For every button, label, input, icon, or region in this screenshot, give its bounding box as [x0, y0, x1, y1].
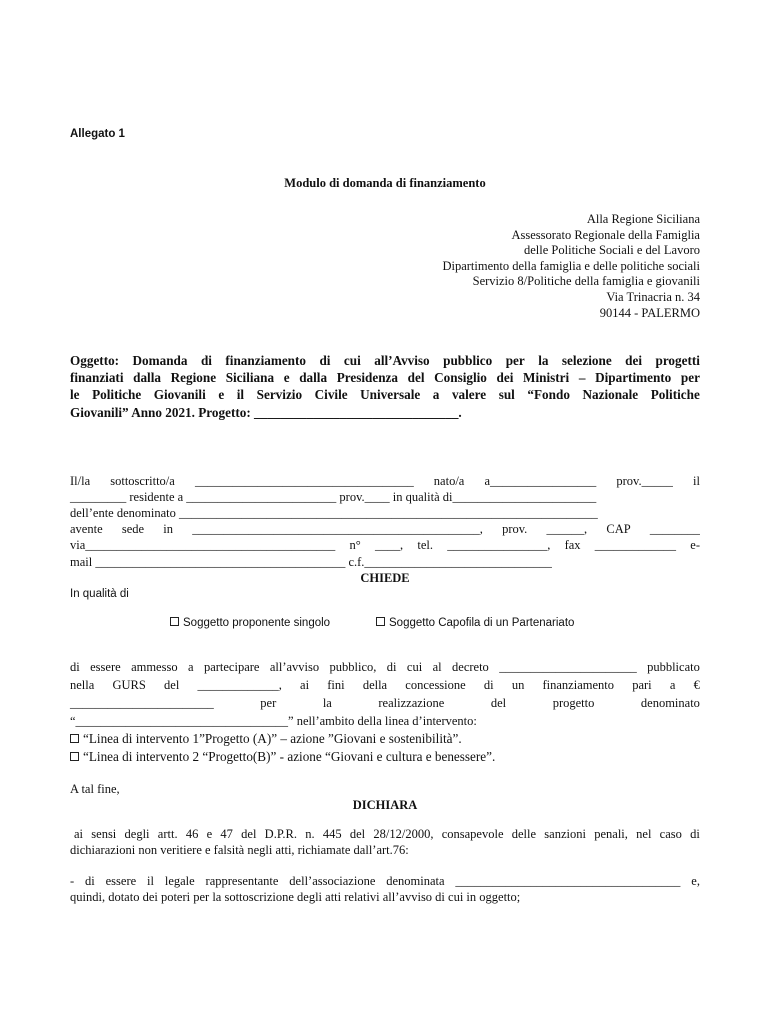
word: D.P.R. [264, 827, 297, 841]
word: del [407, 370, 425, 386]
address-line: Assessorato Regionale della Famiglia [511, 227, 700, 242]
word: n° [349, 538, 361, 552]
word: di [85, 874, 95, 888]
subject-line: Giovanili” Anno 2021. Progetto: _______________________________. [70, 404, 462, 420]
word: di [483, 678, 494, 692]
word: progetto [552, 696, 595, 710]
attachment-label: Allegato 1 [70, 128, 125, 140]
word: a [669, 678, 676, 692]
word: a [187, 660, 194, 674]
word: Civile [314, 387, 348, 403]
word: prov._____ [616, 474, 673, 488]
option-linea-2[interactable] [70, 749, 700, 765]
word: cui [406, 660, 423, 674]
applicant-row: mail ________________________________________ c.f.______________________________ [70, 555, 552, 569]
word: sul [498, 387, 515, 403]
word: la [322, 696, 332, 710]
applicant-row: dell’ente denominato ___________________________________________________________________ [70, 506, 598, 520]
word: al [432, 660, 442, 674]
word: sanzioni [544, 827, 586, 841]
word: finanziati [70, 370, 124, 386]
a-tal-fine: A tal fine, [70, 782, 120, 796]
word: “Fondo [527, 387, 570, 403]
word: ___________________________________ [194, 474, 414, 488]
word: pubblicato [647, 660, 700, 674]
word: via________________________________________ [70, 538, 336, 552]
word: ______________________________________________, [192, 522, 483, 536]
word: ______________________ [499, 660, 637, 674]
word: Siciliana [225, 370, 275, 386]
word: CAP [606, 522, 631, 536]
word: denominato [640, 696, 700, 710]
word: _____________, [197, 678, 282, 692]
word: Politiche [92, 387, 142, 403]
word: di [386, 660, 397, 674]
word: consapevole [441, 827, 504, 841]
word: e [283, 370, 290, 386]
word: GURS [112, 678, 146, 692]
word: Giovanili [153, 387, 206, 403]
word: rappresentante [205, 874, 279, 888]
declaration-row [70, 827, 700, 842]
word: pubblico, [329, 660, 377, 674]
word: a_________________ [484, 474, 597, 488]
word: a [432, 387, 440, 403]
word: e [206, 827, 213, 841]
applicant-row [70, 474, 700, 489]
address-line: Dipartimento della famiglia e delle politiche sociali [442, 258, 700, 273]
word: Regione [170, 370, 217, 386]
word: Dipartimento [595, 370, 672, 386]
word: dei [496, 370, 514, 386]
word: del [164, 678, 180, 692]
word: le [70, 387, 80, 403]
word: ____, [375, 538, 404, 552]
word: il [236, 387, 245, 403]
word: dei [625, 353, 643, 368]
word: per [260, 696, 277, 710]
word: progetti [655, 353, 700, 368]
option-label: Soggetto proponente singolo [183, 617, 331, 629]
word: sensi [91, 827, 117, 841]
word: e- [690, 538, 700, 552]
address-line: Servizio 8/Politiche della famiglia e giovanili [472, 274, 700, 289]
address-line: Alla Regione Siciliana [586, 212, 700, 226]
request-row [70, 678, 700, 693]
subject-block [70, 352, 700, 421]
word: _____________ [594, 538, 677, 552]
checkbox-icon[interactable] [70, 734, 79, 743]
word: del [490, 696, 507, 710]
word: avente [70, 522, 103, 536]
word: selezione [561, 353, 612, 368]
word: sede [121, 522, 145, 536]
word: per [680, 370, 700, 386]
word: degli [124, 827, 150, 841]
chiede-heading: CHIEDE [360, 571, 410, 585]
word: Politiche [650, 387, 700, 403]
option-label: “Linea di intervento 2 “Progetto(B)” - azione “Giovani e cultura e benessere”. [83, 749, 496, 764]
checkbox-icon[interactable] [70, 752, 79, 761]
word: Presidenza [336, 370, 398, 386]
word: cui [343, 353, 361, 368]
word: di [319, 353, 331, 368]
word: 47 [220, 827, 233, 841]
request-row [70, 660, 700, 675]
word: pubblico [443, 353, 493, 368]
word: della [362, 678, 388, 692]
word: del [241, 827, 257, 841]
word: Il/la [70, 474, 91, 488]
applicant-row: _________ residente a ________________________ prov.____ in qualità di_______________________ [70, 490, 597, 504]
word: decreto [452, 660, 489, 674]
applicant-row [70, 538, 700, 553]
word: ________________, [447, 538, 551, 552]
word: ammesso [131, 660, 178, 674]
subject-line [70, 369, 700, 386]
word: essere [105, 874, 137, 888]
word: Domanda [132, 353, 188, 368]
word: Nazionale [582, 387, 639, 403]
word: in [163, 522, 174, 536]
word: penali, [594, 827, 628, 841]
word: Consiglio [434, 370, 487, 386]
dichiara-heading: DICHIARA [352, 798, 418, 812]
word: finanziamento [542, 678, 614, 692]
word: caso [659, 827, 682, 841]
word: € [693, 678, 700, 692]
word: pari [632, 678, 652, 692]
word: 445 [322, 827, 342, 841]
address-line: delle Politiche Sociali e del Lavoro [524, 243, 700, 258]
word: finanziamento [225, 353, 306, 368]
word: sottoscritto/a [110, 474, 175, 488]
word: fini [327, 678, 345, 692]
word: denominata [386, 874, 445, 888]
checkbox-icon[interactable] [376, 617, 385, 626]
option-linea-1[interactable] [70, 731, 700, 747]
word: dell’associazione [289, 874, 376, 888]
word: valere [451, 387, 487, 403]
declaration-row: dichiarazioni non veritiere e falsità negli atti, richiamate dall’art.76: [70, 843, 409, 857]
word: nato/a [433, 474, 465, 488]
request-row [70, 696, 700, 711]
word: legale [164, 874, 195, 888]
word: - [70, 874, 75, 888]
word: Ministri [523, 370, 570, 386]
word: all’Avviso [374, 353, 430, 368]
word: il [692, 474, 700, 488]
applicant-row [70, 522, 700, 537]
legal-rep-row [70, 874, 700, 889]
word: dalla [133, 370, 161, 386]
word: fax [564, 538, 581, 552]
word: ai [300, 678, 310, 692]
in-qualita-label: In qualità di [70, 588, 129, 600]
word: dalla [299, 370, 328, 386]
word: di [200, 353, 212, 368]
word: per [505, 353, 525, 368]
word: e, [691, 874, 700, 888]
word: 46 [185, 827, 199, 841]
subject-line [70, 352, 700, 369]
word: _______________________ [70, 696, 214, 710]
word: ____________________________________ [455, 874, 681, 888]
address-line: Via Trinacria n. 34 [606, 289, 700, 304]
form-title: Modulo di domanda di finanziamento [284, 176, 486, 190]
word: nel [636, 827, 652, 841]
word: partecipare [203, 660, 260, 674]
option-soggetto-singolo[interactable] [170, 617, 330, 629]
option-label: Soggetto Capofila di un Partenariato [389, 617, 575, 629]
word: un [511, 678, 525, 692]
word: di [690, 827, 700, 841]
word: prov. [502, 522, 528, 536]
word: la [538, 353, 549, 368]
word: ________ [649, 522, 700, 536]
word: Servizio [256, 387, 303, 403]
word: artt. [157, 827, 178, 841]
request-row: “__________________________________” nell’ambito della linea d’intervento: [70, 714, 477, 728]
word: essere [90, 660, 121, 674]
word: n. [305, 827, 315, 841]
word: 28/12/2000, [373, 827, 434, 841]
word: concessione [405, 678, 466, 692]
word: il [147, 874, 154, 888]
word: del [349, 827, 366, 841]
word: nella [70, 678, 95, 692]
word: delle [511, 827, 537, 841]
word: realizzazione [378, 696, 445, 710]
option-soggetto-capofila[interactable] [376, 617, 574, 629]
word: ______, [546, 522, 588, 536]
word: Oggetto: [70, 353, 120, 368]
subject-line [70, 386, 700, 403]
word: e [218, 387, 225, 403]
recipient-address [442, 212, 700, 321]
option-label: “Linea di intervento 1”Progetto (A)” – azione ”Giovani e sostenibilità”. [83, 731, 462, 746]
word: all’avviso [269, 660, 320, 674]
word: – [578, 370, 586, 386]
word: tel. [417, 538, 433, 552]
word: Universale [360, 387, 421, 403]
address-line: 90144 - PALERMO [599, 305, 700, 320]
legal-rep-row: quindi, dotato dei poteri per la sottoscrizione degli atti relativi all’avviso di cui in oggetto; [70, 890, 521, 904]
word: di [70, 660, 80, 674]
word: ai [74, 827, 84, 841]
checkbox-icon[interactable] [170, 617, 179, 626]
